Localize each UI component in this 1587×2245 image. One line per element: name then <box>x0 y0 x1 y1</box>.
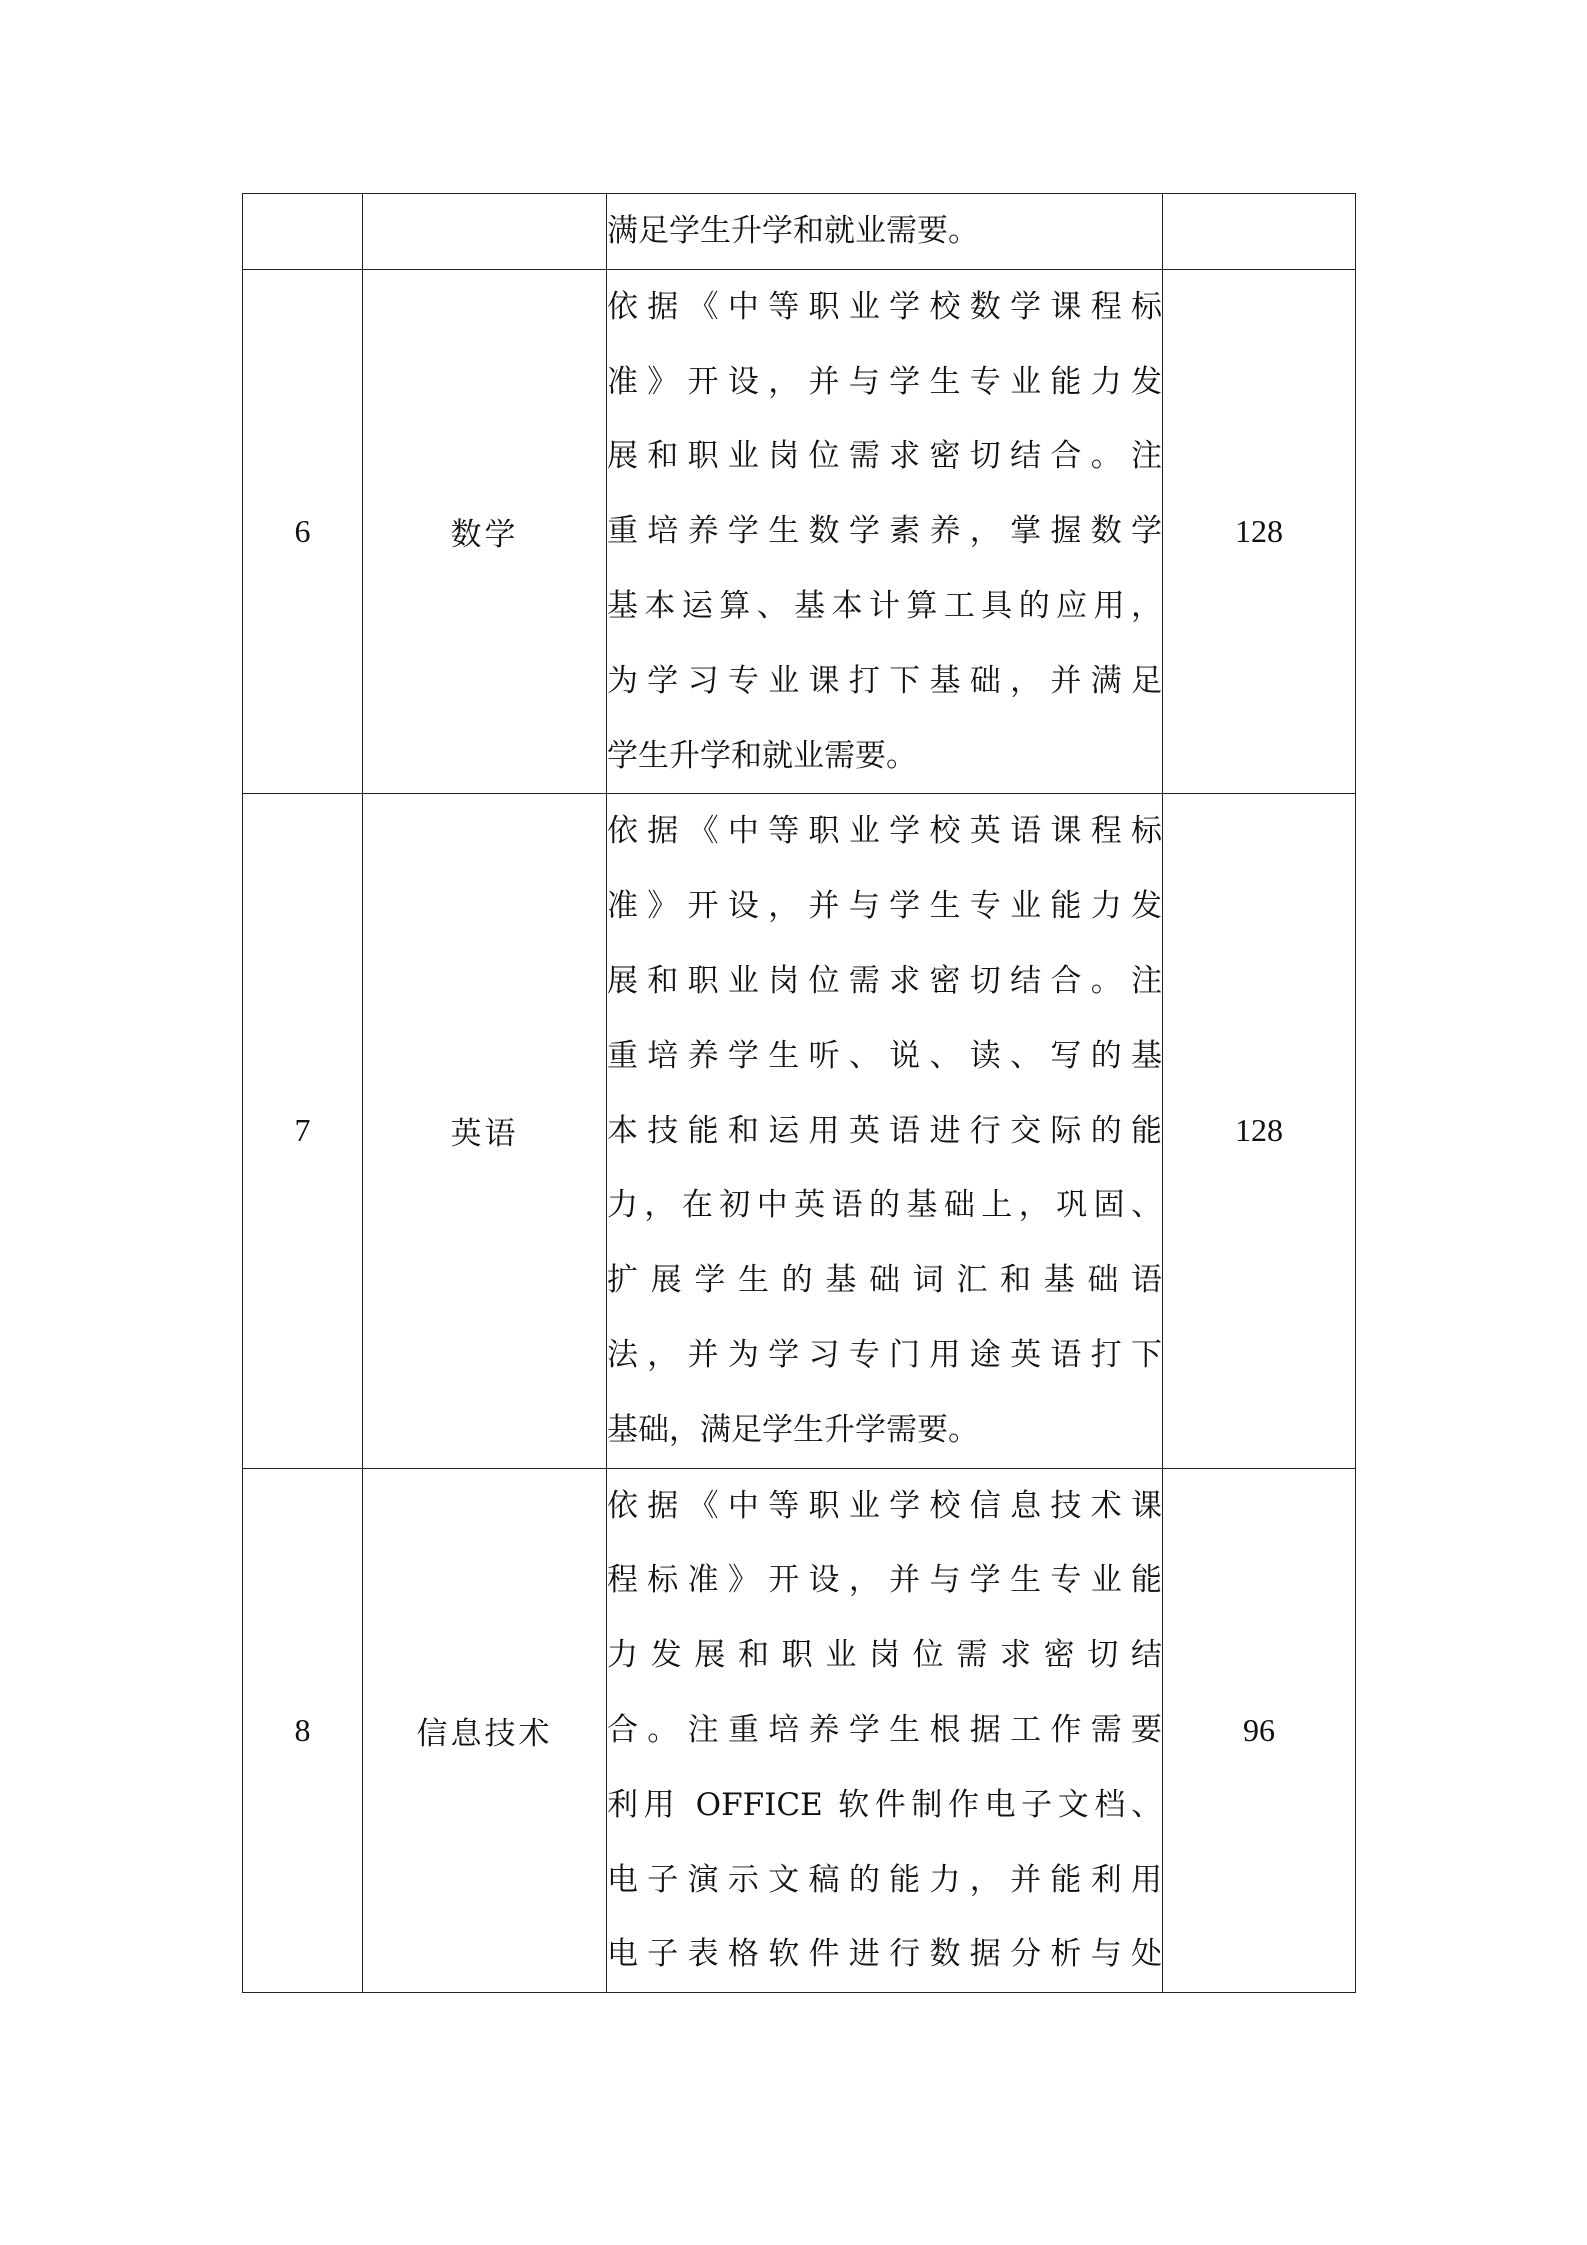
course-name-cell: 信息技术 <box>363 1468 607 1993</box>
description-line: 本技能和运用英语进行交际的能 <box>607 1112 1162 1149</box>
description-line: 电子表格软件进行数据分析与处 <box>607 1936 1162 1973</box>
description-line: 利用 OFFICE 软件制作电子文档、 <box>607 1786 1162 1823</box>
description-line: 依据《中等职业学校数学课程标 <box>607 288 1162 325</box>
course-description-cell <box>607 194 1163 270</box>
course-number-cell: 8 <box>243 1468 363 1993</box>
description-line: 依据《中等职业学校信息技术课 <box>607 1487 1162 1524</box>
table-row-it <box>243 1468 1356 1993</box>
description-line: 法，并为学习专门用途英语打下 <box>607 1336 1162 1373</box>
course-description-cell <box>607 269 1163 794</box>
course-number-cell <box>243 194 363 270</box>
description-line: 准》开设，并与学生专业能力发 <box>607 363 1162 400</box>
course-number-cell: 7 <box>243 794 363 1468</box>
description-line: 准》开设，并与学生专业能力发 <box>607 888 1162 925</box>
course-table <box>242 193 1356 1993</box>
course-name-cell <box>363 194 607 270</box>
table-row-english <box>243 794 1356 1468</box>
course-name-cell: 英语 <box>363 794 607 1468</box>
course-name-cell: 数学 <box>363 269 607 794</box>
table-row-math <box>243 269 1356 794</box>
description-line: 扩展学生的基础词汇和基础语 <box>607 1262 1162 1299</box>
description-line: 力，在初中英语的基础上，巩固、 <box>607 1187 1162 1224</box>
description-line: 展和职业岗位需求密切结合。注 <box>607 962 1162 999</box>
course-hours-cell: 96 <box>1163 1468 1356 1993</box>
description-line: 重培养学生听、说、读、写的基 <box>607 1037 1162 1074</box>
table-row-continuation <box>243 194 1356 270</box>
description-line: 电子演示文稿的能力，并能利用 <box>607 1861 1162 1898</box>
course-hours-cell <box>1163 194 1356 270</box>
description-line: 合。注重培养学生根据工作需要 <box>607 1711 1162 1748</box>
description-line: 重培养学生数学素养，掌握数学 <box>607 513 1162 550</box>
course-number-cell: 6 <box>243 269 363 794</box>
description-line: 依据《中等职业学校英语课程标 <box>607 813 1162 850</box>
course-hours-cell: 128 <box>1163 794 1356 1468</box>
description-line: 基本运算、基本计算工具的应用， <box>607 587 1162 624</box>
description-line: 满足学生升学和就业需要。 <box>607 213 979 249</box>
description-line: 力发展和职业岗位需求密切结 <box>607 1637 1162 1674</box>
course-description-cell <box>607 1468 1163 1993</box>
description-line: 为学习专业课打下基础，并满足 <box>607 662 1162 699</box>
description-line: 展和职业岗位需求密切结合。注 <box>607 438 1162 475</box>
course-description-cell <box>607 794 1163 1468</box>
description-line: 程标准》开设，并与学生专业能 <box>607 1562 1162 1599</box>
description-line: 学生升学和就业需要。 <box>607 737 917 774</box>
description-line: 基础，满足学生升学需要。 <box>607 1411 979 1448</box>
course-hours-cell: 128 <box>1163 269 1356 794</box>
